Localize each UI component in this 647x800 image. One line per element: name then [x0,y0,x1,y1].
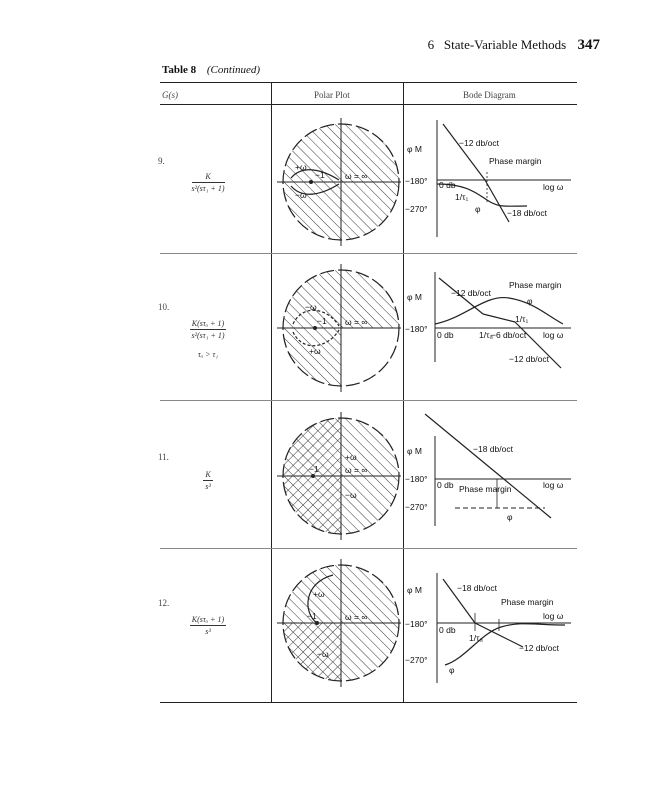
chapter-number: 6 [427,37,435,52]
transfer-function [148,469,268,492]
row-number: 9. [158,156,165,166]
bode-y-label: −180° [405,176,428,186]
bode-label: −18 db/oct [473,444,513,454]
polar-label: +ω [295,162,307,172]
bode-y-label: φ M [407,144,422,154]
tf-numerator: K(sτₐ + 1) [191,319,225,328]
row-divider [160,253,577,254]
column-divider-right [403,82,404,702]
polar-label: −1 [317,316,327,326]
table-top-rule [160,82,577,83]
bode-y-label: φ M [407,292,422,302]
bode-label: log ω [543,611,564,621]
table-caption [162,64,260,76]
bode-label: −12 db/oct [519,643,559,653]
bode-y-label: −180° [405,619,428,629]
polar-label: ω = ∞ [345,612,368,622]
bode-label: φ [449,665,455,675]
transfer-function [148,171,268,194]
bode-label: log ω [543,182,564,192]
bode-diagram [405,406,575,546]
bode-diagram [405,112,575,252]
polar-label: −1 [315,170,325,180]
polar-label: ω = ∞ [345,171,368,181]
bode-y-label: −270° [405,655,428,665]
bode-y-label: φ M [407,585,422,595]
polar-label: +ω [309,346,321,356]
row-divider [160,548,577,549]
row-number: 11. [158,452,169,462]
tf-denominator: s³ [205,627,211,636]
tf-denominator: s²(sτ₁ + 1) [191,184,225,193]
bode-label: 1/τₐ [479,330,493,340]
bode-y-label: −180° [405,474,428,484]
polar-label: ω = ∞ [345,317,368,327]
bode-diagram [405,258,575,398]
transfer-function [148,614,268,637]
bode-label: Phase margin [459,484,512,494]
bode-label: Phase margin [501,597,554,607]
bode-label: −12 db/oct [509,354,549,364]
page-number: 347 [577,37,600,53]
polar-label: +ω [313,589,325,599]
bode-diagram [405,553,575,693]
bode-label: 1/τ₁ [455,192,469,202]
bode-label: log ω [543,480,564,490]
row-number: 12. [158,598,170,608]
bode-label: log ω [543,330,564,340]
column-divider-left [271,82,272,702]
polar-label: −ω [345,490,357,500]
bode-label: 1/τ₁ [515,314,529,324]
bode-label: Phase margin [489,156,542,166]
bode-y-label: −270° [405,502,428,512]
row-number: 10. [158,302,170,312]
bode-label: φ [527,296,533,306]
polar-label: ω = ∞ [345,465,368,475]
bode-label: −18 db/oct [457,583,497,593]
polar-plot [273,112,403,252]
bode-label: φ [507,512,513,522]
polar-label: +ω [345,452,357,462]
table-note: (Continued) [206,64,261,76]
bode-label: 1/τₐ [469,633,483,643]
bode-y-label: −180° [405,324,428,334]
polar-label: −1 [307,611,317,621]
bode-label: −12 db/oct [451,288,491,298]
table-label: Table 8 [162,64,197,76]
column-header-bode: Bode Diagram [463,90,516,100]
bode-label: φ [475,204,481,214]
bode-label: −18 db/oct [507,208,547,218]
polar-plot [273,553,403,693]
bode-label: 0 db [437,330,454,340]
transfer-function [148,318,268,360]
tf-numerator: K [192,171,225,183]
tf-denominator: s³ [205,482,211,491]
tf-numerator: K [205,470,211,479]
bode-label: 0 db [437,480,454,490]
row-divider [160,400,577,401]
polar-label: −ω [295,190,307,200]
column-header-gs: G(s) [162,90,178,100]
tf-condition: τₐ > τ₁ [197,350,219,359]
polar-label: −ω [317,649,329,659]
chapter-title: State-Variable Methods [443,37,567,52]
bode-label: 0 db [439,625,456,635]
header-bottom-rule [160,104,577,105]
polar-label: −1 [309,464,319,474]
column-header-polar: Polar Plot [314,90,350,100]
running-head [360,37,600,54]
bode-label: 0 db [439,180,456,190]
bode-label: −12 db/oct [459,138,499,148]
table-bottom-rule [160,702,577,703]
tf-numerator: K(sτₐ + 1) [191,615,225,624]
bode-y-label: φ M [407,446,422,456]
polar-plot [273,258,403,398]
polar-label: −ω [305,302,317,312]
polar-plot [273,406,403,546]
bode-label: −6 db/oct [491,330,527,340]
bode-y-label: −270° [405,204,428,214]
bode-label: Phase margin [509,280,562,290]
tf-denominator: s²(sτ₁ + 1) [191,331,225,340]
